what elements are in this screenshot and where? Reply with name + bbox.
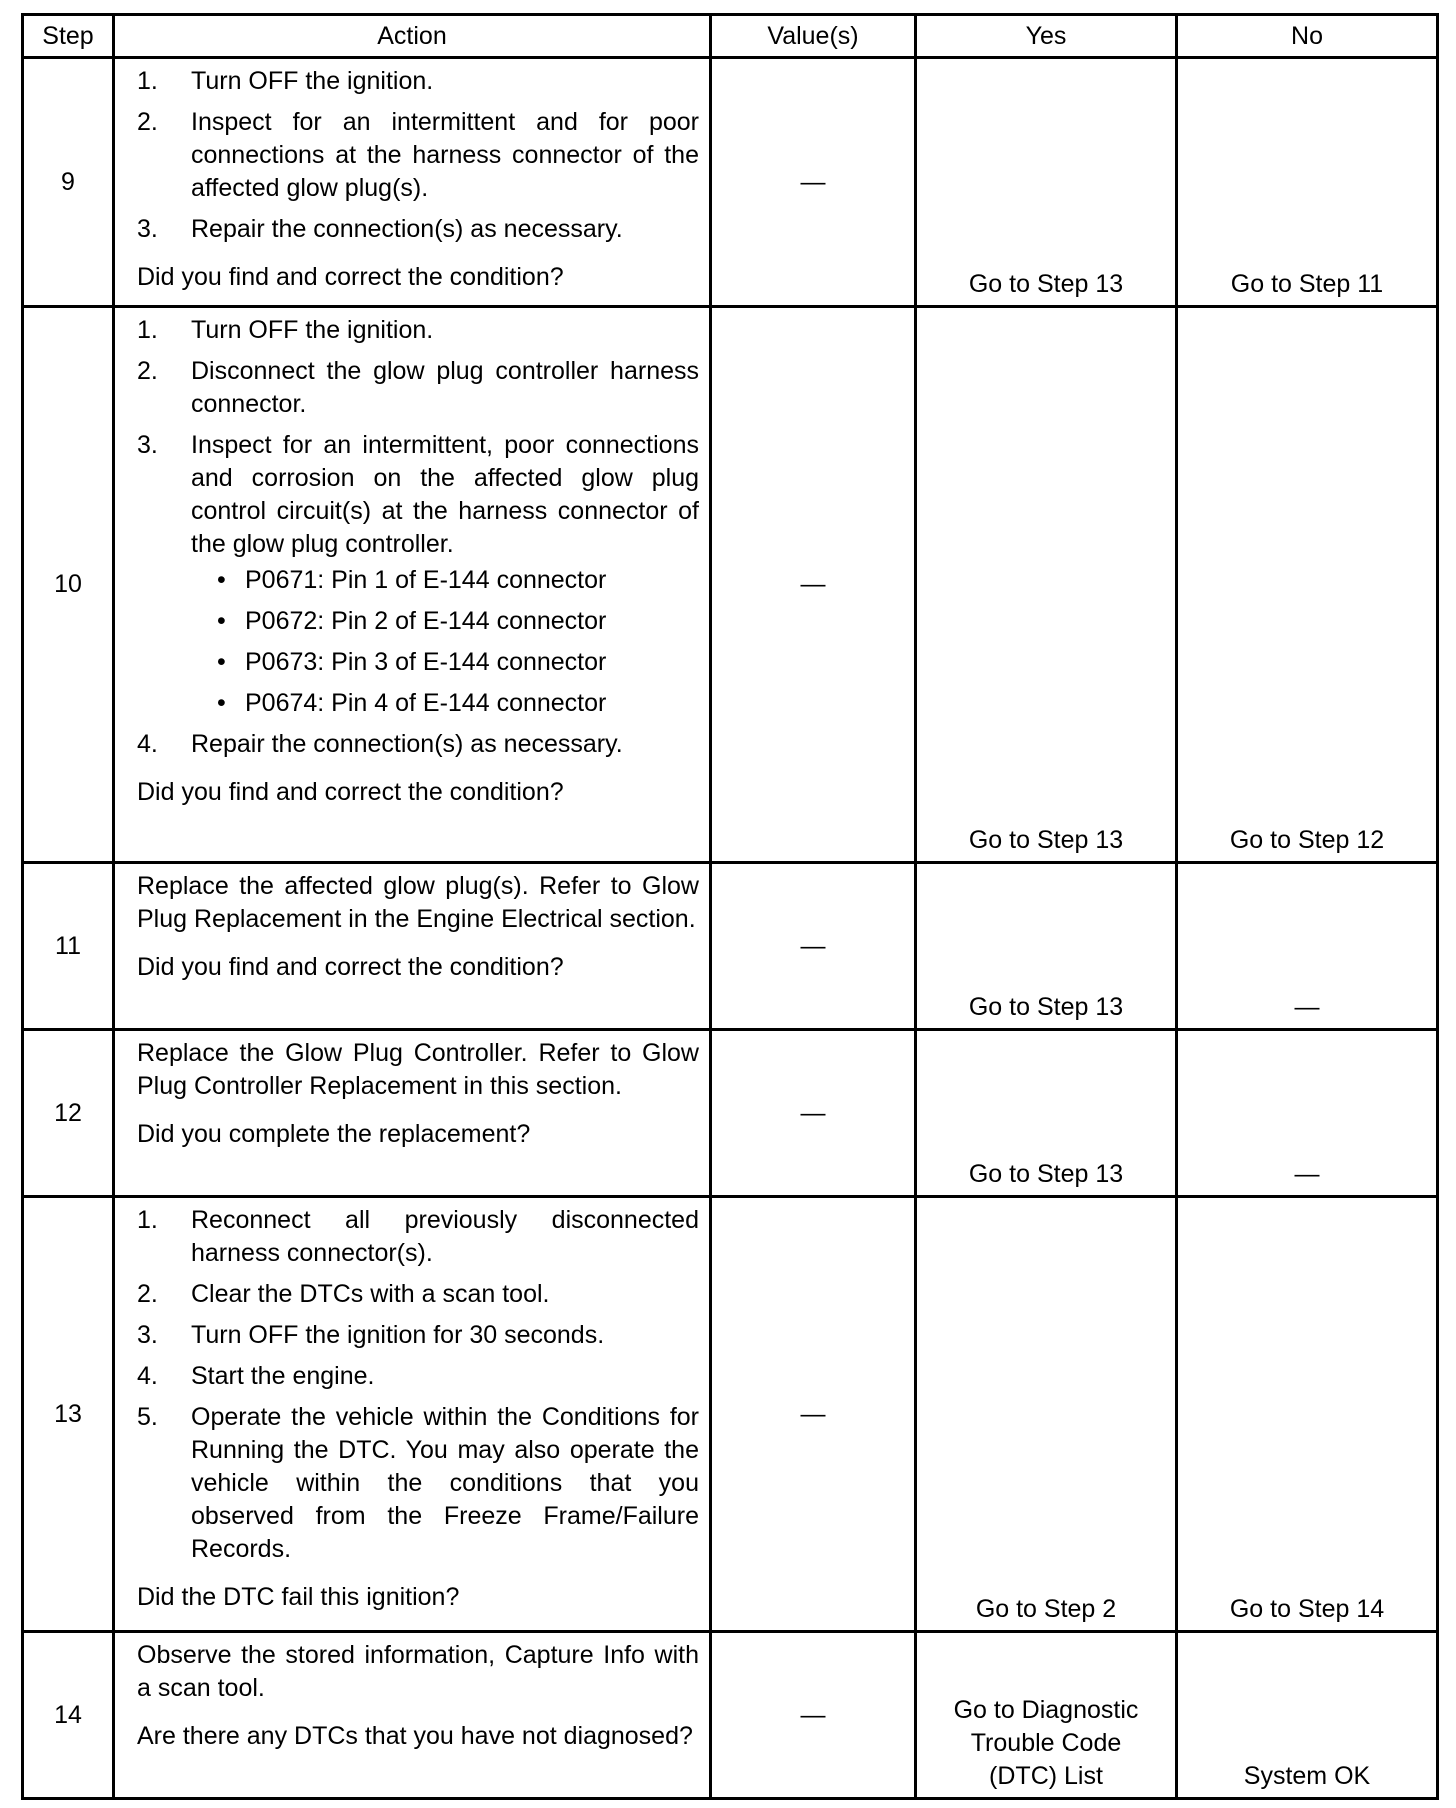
step-number: 12 — [23, 1030, 114, 1197]
question-text: Did the DTC fail this ignition? — [137, 1583, 460, 1611]
item-text: Repair the connection(s) as necessary. — [191, 730, 623, 758]
header-values: Value(s) — [711, 15, 916, 58]
yes-result: Go to Step 13 — [916, 863, 1177, 1030]
no-result: System OK — [1177, 1632, 1438, 1799]
action-cell — [114, 58, 711, 307]
value-cell: — — [711, 1030, 916, 1197]
item-text: Inspect for an intermittent and for poor connections at the harness connector of the affected glow plug(s). — [191, 108, 699, 202]
action-list — [137, 314, 699, 761]
table-row — [23, 307, 1438, 863]
table-row — [23, 1030, 1438, 1197]
no-result: Go to Step 14 — [1177, 1197, 1438, 1632]
yes-result: Go to Step 13 — [916, 1030, 1177, 1197]
pin-item: • P0674: Pin 4 of E-144 connector — [191, 687, 699, 720]
list-item — [137, 728, 699, 761]
list-item — [137, 314, 699, 347]
yes-result: Go to Diagnostic Trouble Code (DTC) List — [916, 1632, 1177, 1799]
header-action: Action — [114, 15, 711, 58]
table-row — [23, 1632, 1438, 1799]
item-number: 1. — [137, 67, 158, 95]
item-text: Reconnect all previously disconnected harness connector(s). — [191, 1206, 699, 1267]
table-row — [23, 1197, 1438, 1632]
yes-result: Go to Step 13 — [916, 58, 1177, 307]
action-cell — [114, 1197, 711, 1632]
action-text: Replace the Glow Plug Controller. Refer to Glow Plug Controller Replacement in this section. — [137, 1039, 699, 1100]
diagnostic-table — [21, 13, 1439, 1800]
item-text: Operate the vehicle within the Conditions for Running the DTC. You may also operate the vehicle within the conditions that you observed from the Freeze Frame/Failure Records. — [191, 1403, 699, 1563]
action-cell — [114, 1030, 711, 1197]
item-text: Turn OFF the ignition. — [191, 67, 434, 95]
item-text: Turn OFF the ignition. — [191, 316, 434, 344]
item-number: 4. — [137, 1362, 158, 1390]
table-row — [23, 58, 1438, 307]
pin-item: • P0672: Pin 2 of E-144 connector — [191, 605, 699, 638]
question-text: Are there any DTCs that you have not diagnosed? — [137, 1722, 693, 1750]
table-row — [23, 863, 1438, 1030]
connector-pin-list — [191, 564, 699, 720]
action-cell — [114, 863, 711, 1030]
pin-item: • P0671: Pin 1 of E-144 connector — [191, 564, 699, 597]
item-text: Disconnect the glow plug controller harness connector. — [191, 357, 699, 418]
action-text: Observe the stored information, Capture Info with a scan tool. — [137, 1641, 699, 1702]
value-cell: — — [711, 58, 916, 307]
value-cell: — — [711, 307, 916, 863]
list-item — [137, 429, 699, 720]
step-number: 13 — [23, 1197, 114, 1632]
header-row — [23, 15, 1438, 58]
item-text: Turn OFF the ignition for 30 seconds. — [191, 1321, 605, 1349]
item-text: Clear the DTCs with a scan tool. — [191, 1280, 550, 1308]
no-result: Go to Step 12 — [1177, 307, 1438, 863]
action-text: Replace the affected glow plug(s). Refer to Glow Plug Replacement in the Engine Electrical section. — [137, 872, 699, 933]
action-list — [137, 65, 699, 246]
value-cell: — — [711, 863, 916, 1030]
list-item — [137, 1204, 699, 1270]
list-item — [137, 355, 699, 421]
list-item — [137, 106, 699, 205]
item-text: Inspect for an intermittent, poor connections and corrosion on the affected glow plug control circuit(s) at the harness connector of the glow plug controller. — [191, 431, 699, 558]
yes-result: Go to Step 2 — [916, 1197, 1177, 1632]
item-number: 3. — [137, 1321, 158, 1349]
pin-item: • P0673: Pin 3 of E-144 connector — [191, 646, 699, 679]
header-yes: Yes — [916, 15, 1177, 58]
action-cell — [114, 307, 711, 863]
item-number: 2. — [137, 357, 158, 385]
no-result: — — [1177, 863, 1438, 1030]
question-text: Did you find and correct the condition? — [137, 263, 564, 291]
action-cell — [114, 1632, 711, 1799]
item-number: 5. — [137, 1403, 158, 1431]
value-cell: — — [711, 1197, 916, 1632]
list-item — [137, 1319, 699, 1352]
item-number: 1. — [137, 1206, 158, 1234]
header-no: No — [1177, 15, 1438, 58]
action-list — [137, 1204, 699, 1566]
list-item — [137, 65, 699, 98]
question-text: Did you complete the replacement? — [137, 1120, 531, 1148]
value-cell: — — [711, 1632, 916, 1799]
list-item — [137, 1401, 699, 1566]
step-number: 10 — [23, 307, 114, 863]
item-number: 3. — [137, 431, 158, 459]
question-text: Did you find and correct the condition? — [137, 778, 564, 806]
item-text: Repair the connection(s) as necessary. — [191, 215, 623, 243]
step-number: 9 — [23, 58, 114, 307]
list-item — [137, 1360, 699, 1393]
header-step: Step — [23, 15, 114, 58]
step-number: 11 — [23, 863, 114, 1030]
item-number: 2. — [137, 108, 158, 136]
no-result: Go to Step 11 — [1177, 58, 1438, 307]
list-item — [137, 1278, 699, 1311]
item-number: 2. — [137, 1280, 158, 1308]
no-result: — — [1177, 1030, 1438, 1197]
item-number: 3. — [137, 215, 158, 243]
list-item — [137, 213, 699, 246]
item-number: 4. — [137, 730, 158, 758]
yes-result: Go to Step 13 — [916, 307, 1177, 863]
item-text: Start the engine. — [191, 1362, 375, 1390]
item-number: 1. — [137, 316, 158, 344]
step-number: 14 — [23, 1632, 114, 1799]
question-text: Did you find and correct the condition? — [137, 953, 564, 981]
